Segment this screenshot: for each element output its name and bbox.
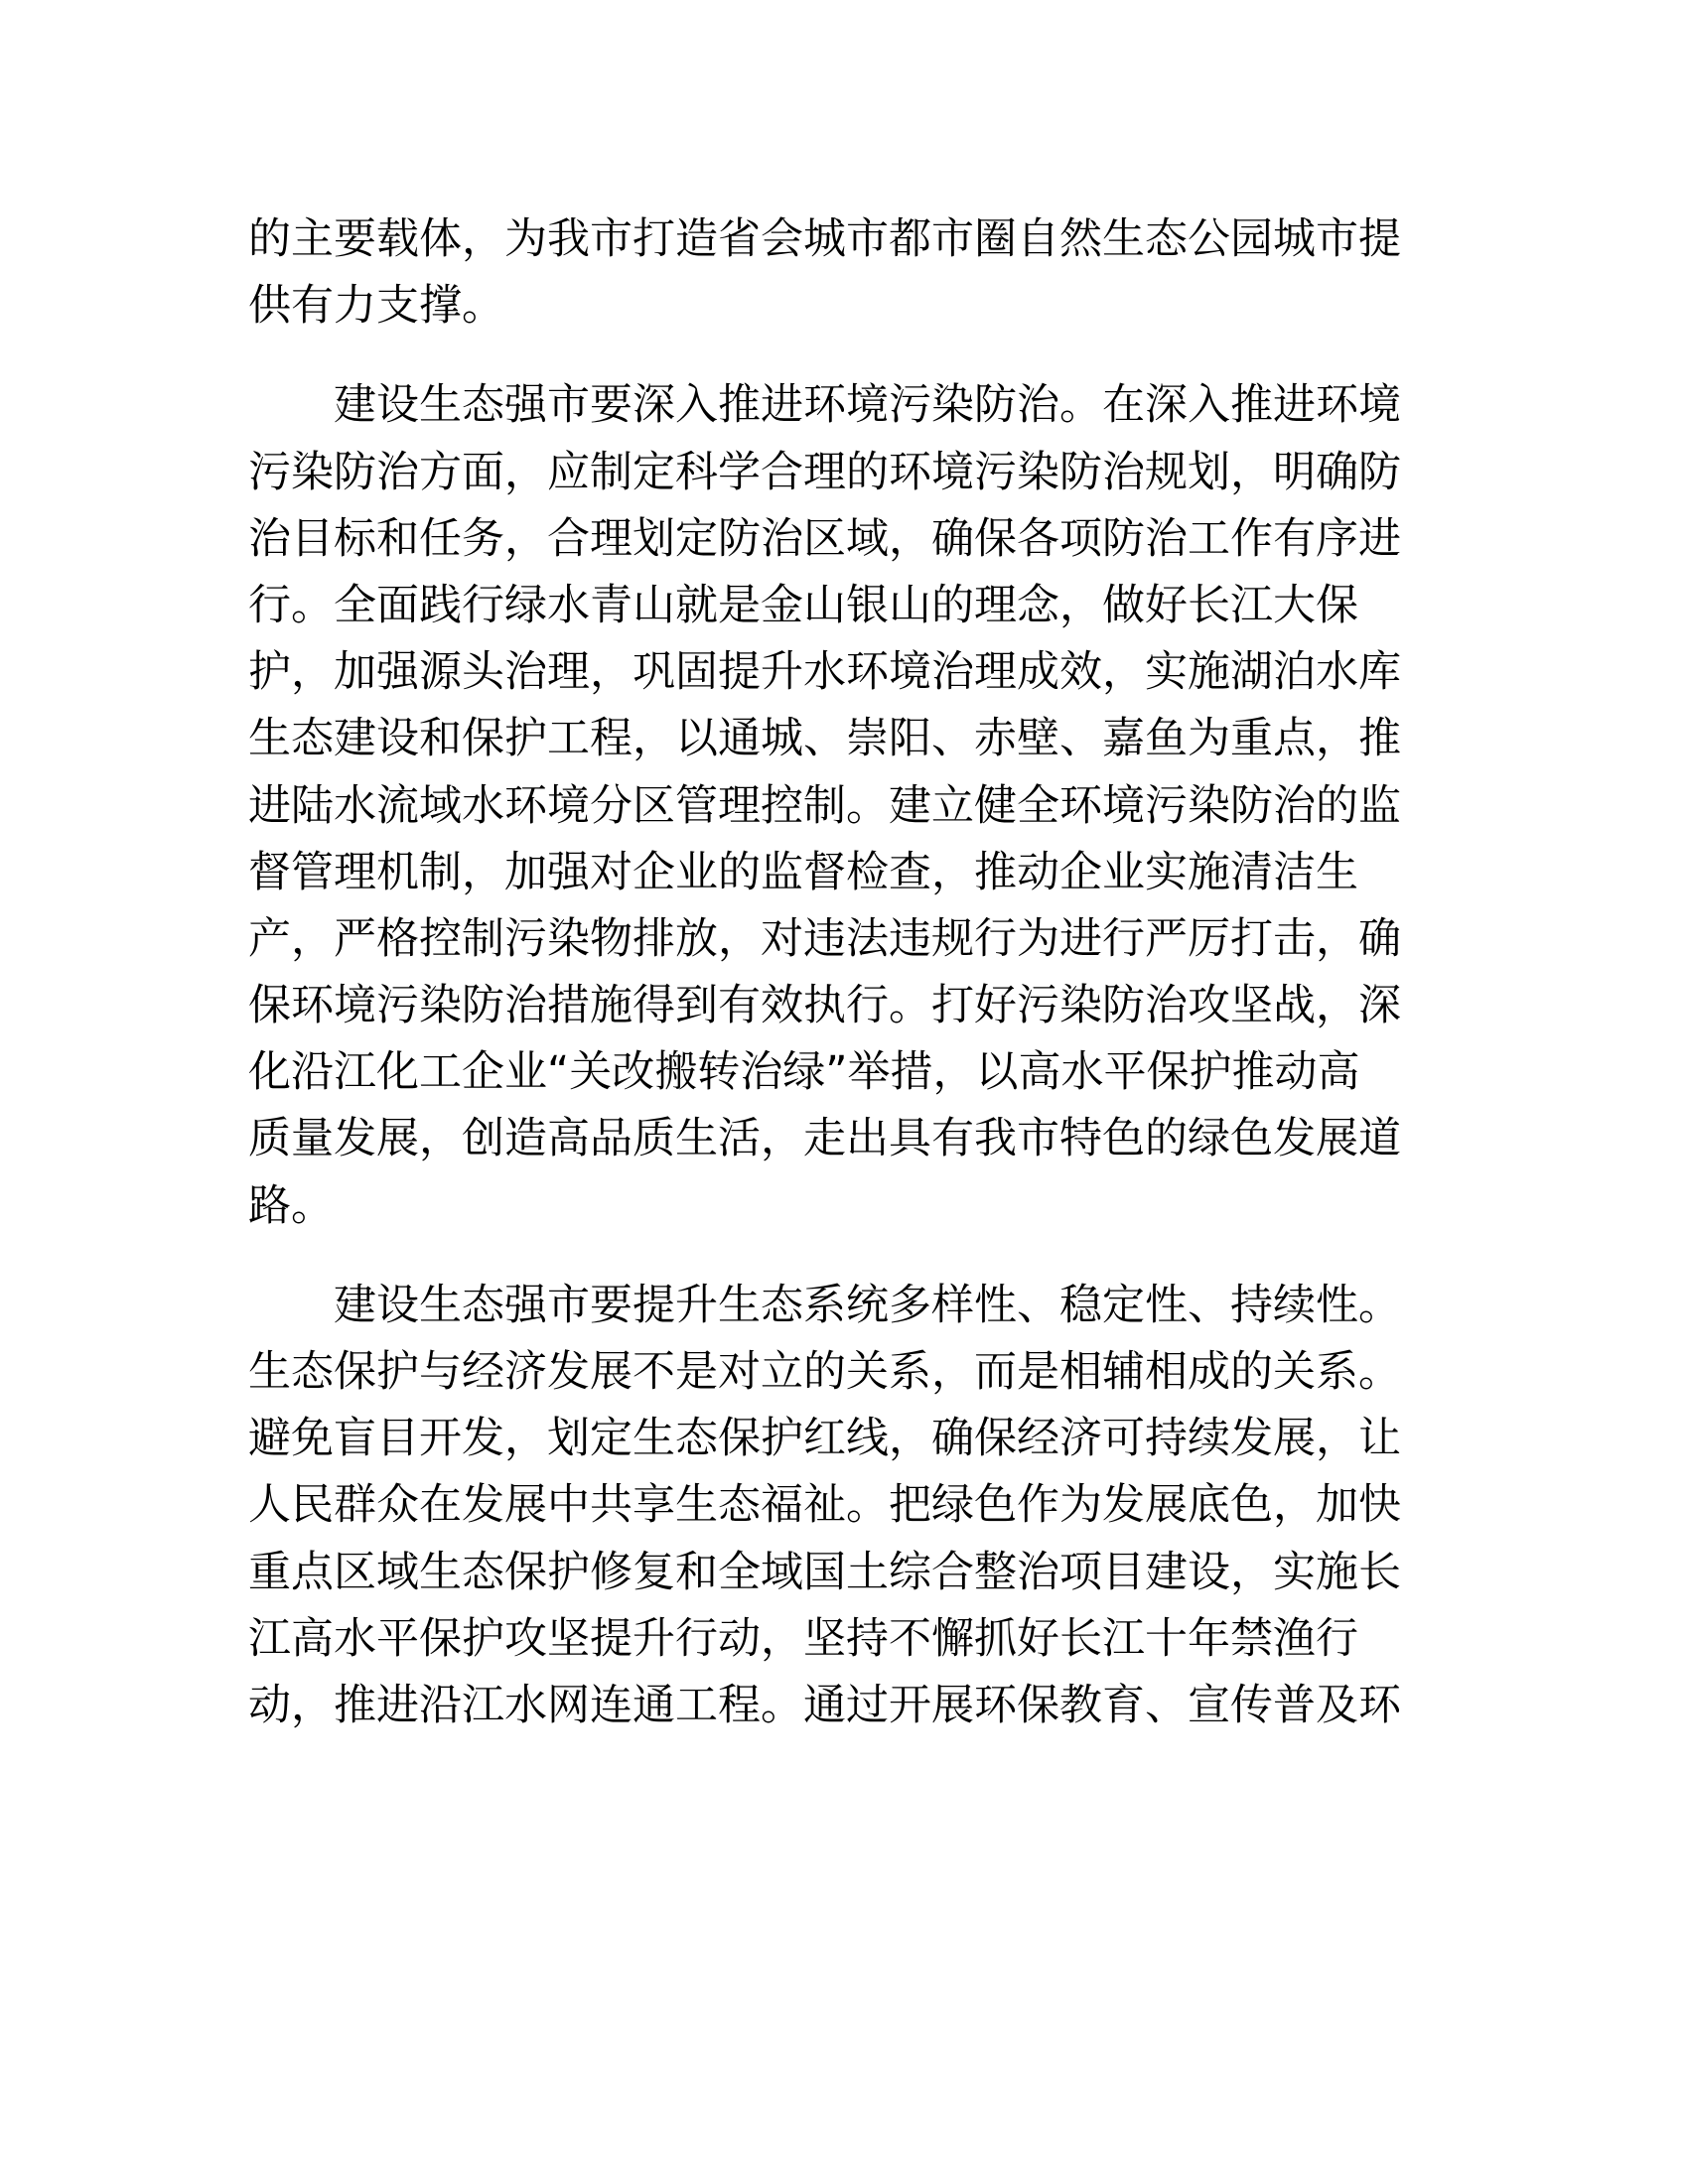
text-line: 动，推进沿江水网连通工程。通过开展环保教育、宣传普及环 [248,1680,1401,1730]
body-text [248,206,1440,1739]
text-line: 人民群众在发展中共享生态福祉。把绿色作为发展底色，加快 [248,1480,1401,1531]
text-line: 护，加强源头治理，巩固提升水环境治理成效，实施湖泊水库 [248,647,1401,698]
paragraph-gap [248,340,1440,372]
text-line: 治目标和任务，合理划定防治区域，确保各项防治工作有序进 [248,513,1401,564]
text-line: 生态建设和保护工程，以通城、崇阳、赤壁、嘉鱼为重点，推 [248,714,1401,764]
text-line: 督管理机制，加强对企业的监督检查，推动企业实施清洁生 [248,847,1358,897]
text-line: 保环境污染防治措施得到有效执行。打好污染防治攻坚战，深 [248,981,1401,1031]
text-line: 的主要载体，为我市打造省会城市都市圈自然生态公园城市提 [248,214,1401,264]
text-line: 建设生态强市要深入推进环境污染防治。在深入推进环境 [248,380,1401,431]
text-line: 供有力支撑。 [248,281,504,332]
text-line: 建设生态强市要提升生态系统多样性、稳定性、持续性。 [248,1280,1401,1330]
text-line: 路。 [248,1180,334,1231]
text-line: 避免盲目开发，划定生态保护红线，确保经济可持续发展，让 [248,1414,1401,1464]
text-line: 产，严格控制污染物排放，对违法违规行为进行严厉打击，确 [248,913,1401,964]
text-line: 污染防治方面，应制定科学合理的环境污染防治规划，明确防 [248,447,1401,497]
text-line: 化沿江化工企业“关改搬转治绿”举措，以高水平保护推动高 [248,1047,1360,1098]
text-line: 行。全面践行绿水青山就是金山银山的理念，做好长江大保 [248,580,1358,630]
text-line: 重点区域生态保护修复和全域国土综合整治项目建设，实施长 [248,1547,1401,1597]
text-line: 进陆水流域水环境分区管理控制。建立健全环境污染防治的监 [248,780,1401,831]
text-line: 生态保护与经济发展不是对立的关系，而是相辅相成的关系。 [248,1347,1401,1397]
text-line: 质量发展，创造高品质生活，走出具有我市特色的绿色发展道 [248,1114,1401,1164]
text-line: 江高水平保护攻坚提升行动，坚持不懈抓好长江十年禁渔行 [248,1613,1358,1664]
paragraph-gap [248,1240,1440,1273]
